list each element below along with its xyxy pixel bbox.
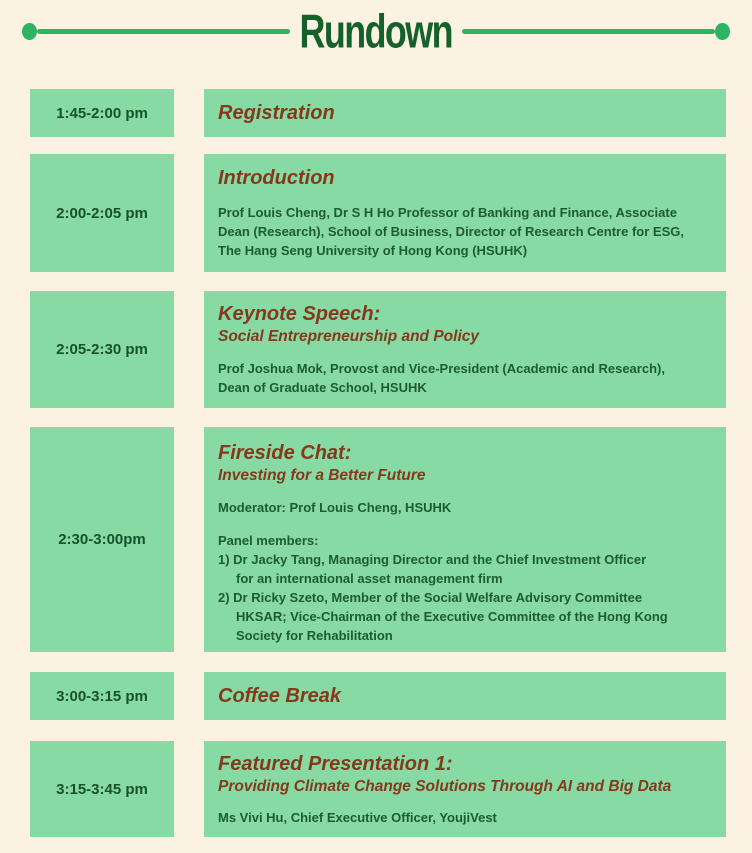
panel-member-item (218, 588, 714, 645)
time-label: 2:30-3:00pm (58, 531, 146, 548)
header-dot-right (715, 23, 730, 40)
session-title: Introduction (218, 167, 335, 189)
session-block (204, 291, 726, 408)
panel-member-line: HKSAR; Vice-Chairman of the Executive Committee of the Hong Kong (236, 609, 668, 624)
session-title: Coffee Break (218, 685, 342, 707)
page-title: Rundown (299, 4, 453, 58)
panel-member-line: Society for Rehabilitation (236, 628, 393, 643)
time-label: 2:05-2:30 pm (56, 341, 148, 358)
header (22, 4, 730, 58)
panel-member-line: 1) Dr Jacky Tang, Managing Director and the Chief Investment Officer (218, 552, 647, 567)
time-label: 1:45-2:00 pm (56, 104, 148, 122)
session-title: Featured Presentation 1: (218, 753, 453, 775)
session-block (204, 741, 726, 837)
session-speakers (218, 203, 714, 260)
time-block (30, 672, 174, 720)
panel-member-line: for an international asset management firm (236, 571, 503, 586)
session-block (204, 672, 726, 720)
session-speakers (218, 808, 714, 827)
session-subtitle: Investing for a Better Future (218, 467, 426, 484)
time-block (30, 89, 174, 137)
time-block (30, 154, 174, 272)
time-label: 2:00-2:05 pm (56, 204, 148, 222)
time-block (30, 741, 174, 837)
speaker-line: The Hang Seng University of Hong Kong (HSUHK) (218, 243, 528, 258)
session-title: Registration (218, 102, 335, 124)
schedule-row-coffee-break (30, 672, 726, 720)
speaker-line: Dean of Graduate School, HSUHK (218, 380, 427, 395)
session-block (204, 89, 726, 137)
panel-members-label: Panel members: (218, 533, 319, 548)
session-block (204, 427, 726, 652)
session-title: Keynote Speech: (218, 303, 381, 325)
time-block (30, 291, 174, 408)
schedule-row-keynote (30, 291, 726, 408)
session-title: Fireside Chat: (218, 442, 352, 464)
speaker-line: Dean (Research), School of Business, Director of Research Centre for ESG, (218, 224, 684, 239)
session-subtitle: Providing Climate Change Solutions Through AI and Big Data (218, 778, 672, 795)
session-speakers (218, 359, 714, 397)
panel-member-item (218, 550, 714, 588)
time-label: 3:15-3:45 pm (56, 780, 148, 798)
moderator-line: Moderator: Prof Louis Cheng, HSUHK (218, 500, 452, 515)
session-block (204, 154, 726, 272)
session-subtitle: Social Entrepreneurship and Policy (218, 328, 479, 345)
time-label: 3:00-3:15 pm (56, 687, 148, 705)
time-block (30, 427, 174, 652)
speaker-line: Prof Joshua Mok, Provost and Vice-President (Academic and Research), (218, 361, 665, 376)
panel-member-line: 2) Dr Ricky Szeto, Member of the Social Welfare Advisory Committee (218, 590, 643, 605)
header-line-left (37, 29, 290, 34)
header-line-right (462, 29, 715, 34)
schedule-row-registration (30, 89, 726, 137)
schedule-row-featured-presentation-1 (30, 741, 726, 837)
schedule-row-introduction (30, 154, 726, 272)
speaker-line: Prof Louis Cheng, Dr S H Ho Professor of Banking and Finance, Associate (218, 205, 677, 220)
header-dot-left (22, 23, 37, 40)
speaker-line: Ms Vivi Hu, Chief Executive Officer, YoujiVest (218, 810, 497, 825)
schedule-row-fireside-chat (30, 427, 726, 652)
